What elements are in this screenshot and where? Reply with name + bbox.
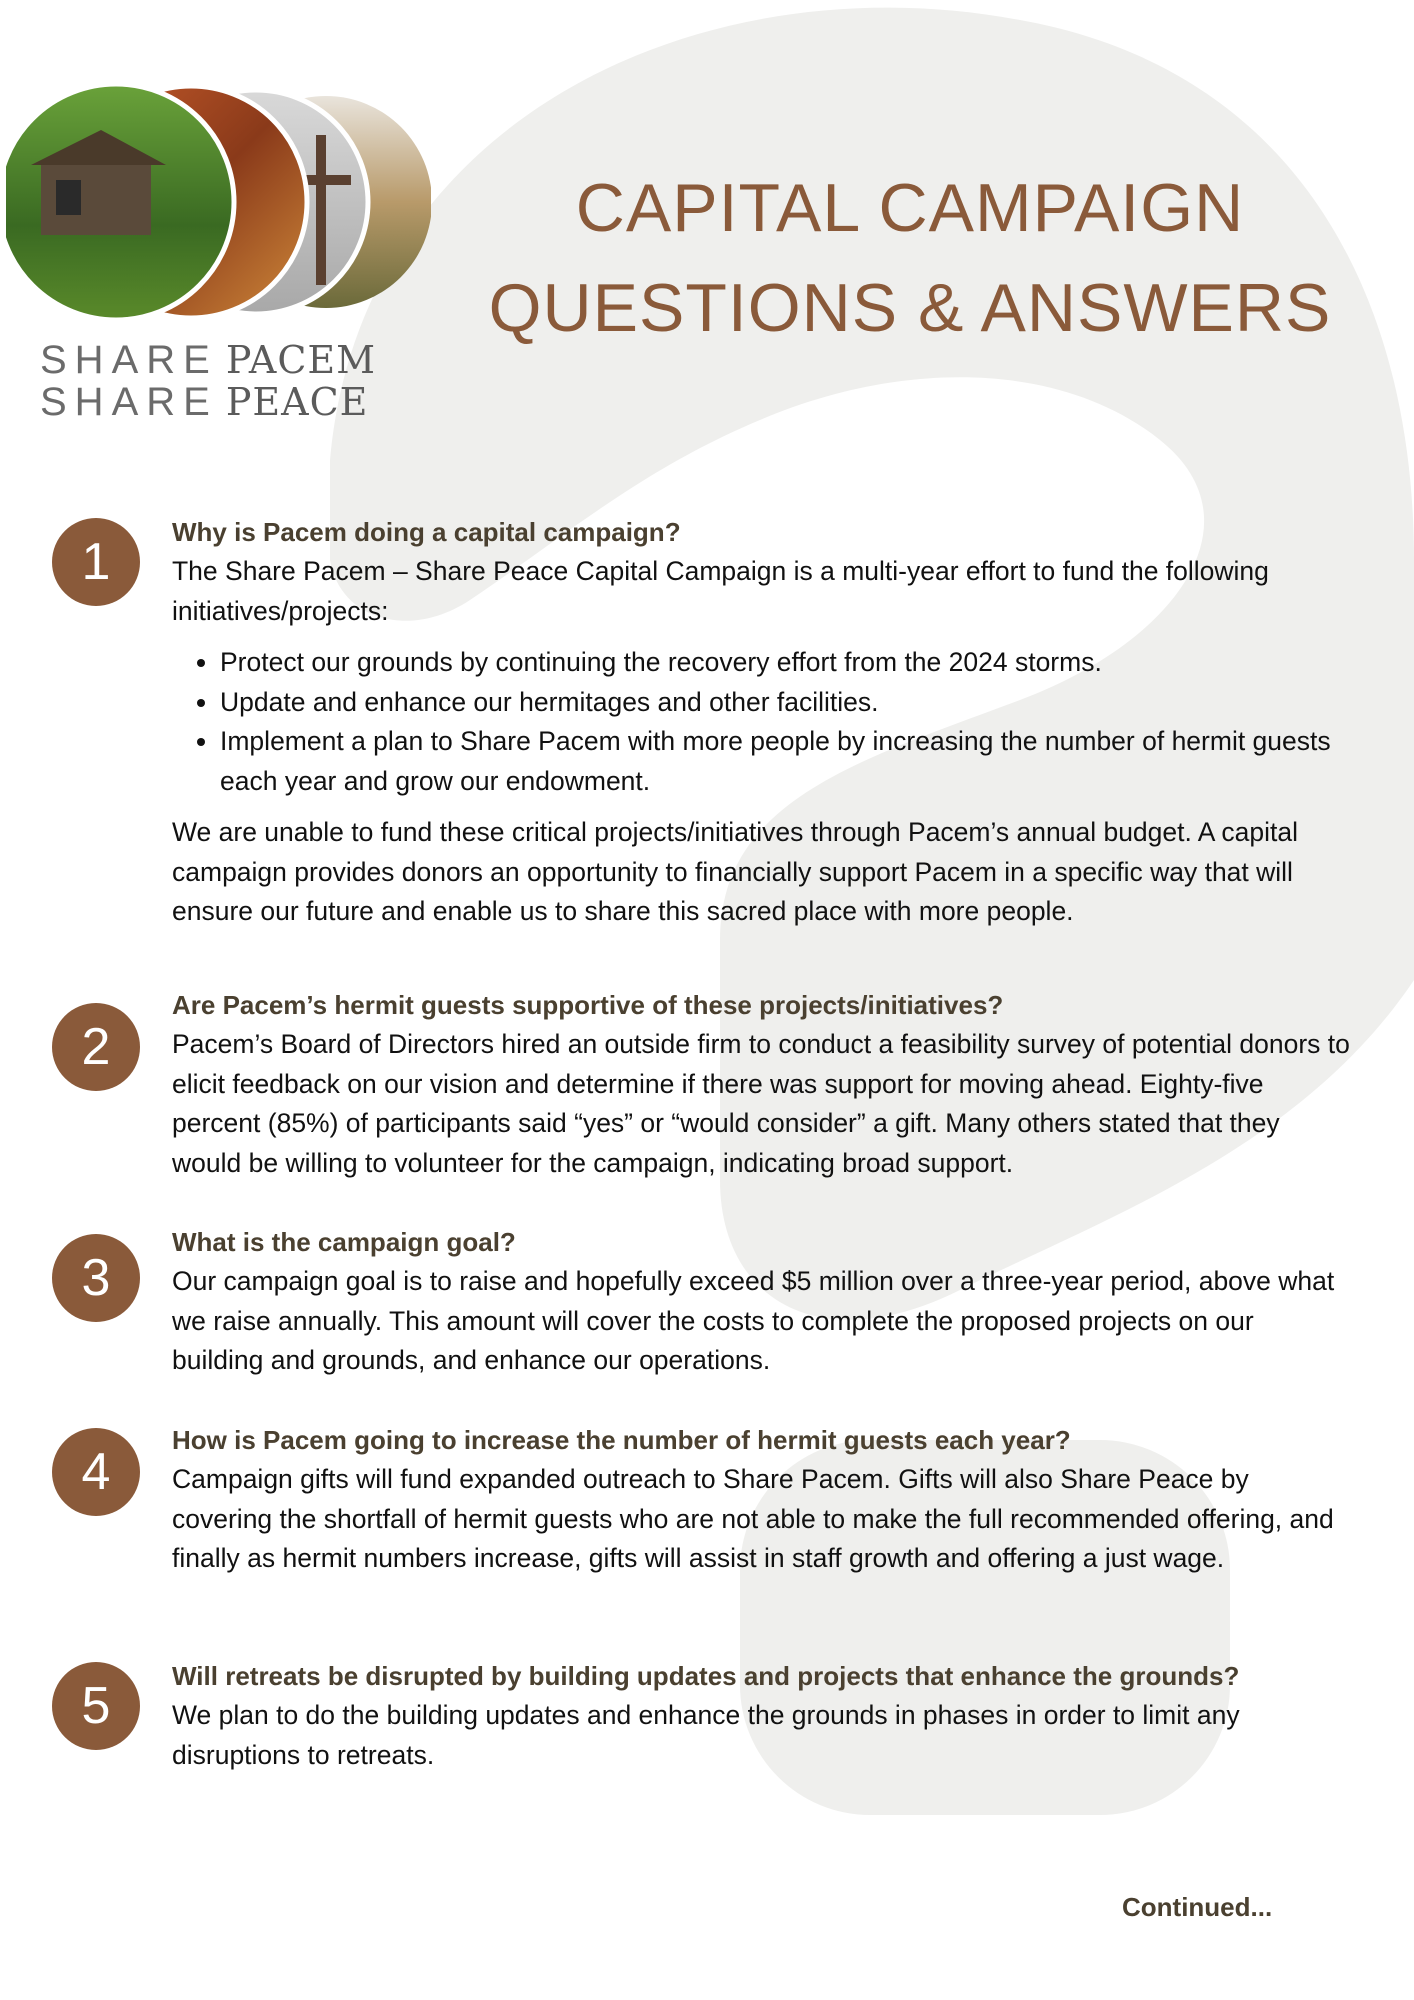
answer-2: Pacem’s Board of Directors hired an outside firm to conduct a feasibility survey of potential donors to elicit feedback on our vision and determine if there was support for moving ahead. Eighty-five percent (85%) of participants said “yes” or “would consider” a gift. Many others stated that they would be willing to volunteer for the campaign, indicating broad support.	[172, 1029, 1350, 1178]
page-title	[440, 158, 1380, 358]
question-3: What is the campaign goal?	[172, 1227, 516, 1257]
answer-5: We plan to do the building updates and enhance the grounds in phases in order to limit any disruptions to retreats.	[172, 1700, 1240, 1770]
number-badge-2: 2	[52, 1003, 140, 1091]
logo-peace-text: PEACE	[225, 380, 369, 424]
answer-4: Campaign gifts will fund expanded outreach to Share Pacem. Gifts will also Share Peace by covering the shortfall of hermit guests who are not able to make the full recommended offering, and finally as hermit numbers increase, gifts will assist in staff growth and offering a just wage.	[172, 1464, 1334, 1573]
list-item: • Protect our grounds by continuing the recovery effort from the 2024 storms.	[220, 643, 1352, 683]
question-2: Are Pacem’s hermit guests supportive of these projects/initiatives?	[172, 990, 1004, 1020]
answer-1: The Share Pacem – Share Peace Capital Campaign is a multi-year effort to fund the following initiatives/projects:	[172, 556, 1269, 626]
logo-wordmark	[40, 338, 440, 422]
logo-photo-circles	[6, 80, 431, 325]
number-badge-5: 5	[52, 1662, 140, 1750]
number-badge-1: 1	[52, 518, 140, 606]
question-4: How is Pacem going to increase the number of hermit guests each year?	[172, 1425, 1071, 1455]
question-5: Will retreats be disrupted by building updates and projects that enhance the grounds?	[172, 1661, 1240, 1691]
continued-label: Continued...	[1122, 1892, 1273, 1922]
title-line-1: CAPITAL CAMPAIGN	[575, 170, 1245, 246]
list-item: • Update and enhance our hermitages and other facilities.	[220, 683, 1352, 723]
logo-share-text-2: SHARE	[40, 380, 218, 424]
question-1: Why is Pacem doing a capital campaign?	[172, 517, 681, 547]
number-badge-3: 3	[52, 1234, 140, 1322]
logo-share-text: SHARE	[40, 338, 218, 382]
number-badge-4: 4	[52, 1428, 140, 1516]
answer-1-continued: We are unable to fund these critical projects/initiatives through Pacem’s annual budget. A capital campaign provides donors an opportunity to financially support Pacem in a specific way that will ensure our future and enable us to share this sacred place with more people.	[172, 817, 1298, 926]
share-pacem-logo	[6, 80, 431, 425]
list-item: • Implement a plan to Share Pacem with more people by increasing the number of hermit guests each year and grow our endowment.	[220, 722, 1352, 801]
initiatives-list	[172, 643, 1352, 801]
logo-pacem-text: PACEM	[225, 338, 377, 382]
answer-3: Our campaign goal is to raise and hopefully exceed $5 million over a three-year period, above what we raise annually. This amount will cover the costs to complete the proposed projects on our building and grounds, and enhance our operations.	[172, 1266, 1335, 1375]
title-line-2: QUESTIONS & ANSWERS	[488, 270, 1332, 346]
